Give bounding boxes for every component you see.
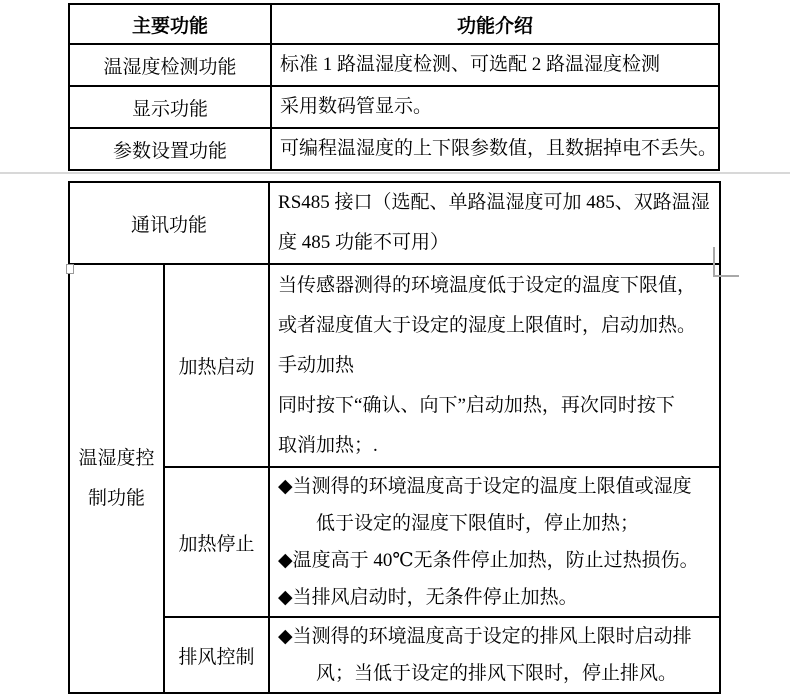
desc-line: 可编程温湿度的上下限参数值，且数据掉电不丢失。 bbox=[280, 138, 718, 159]
desc-line: 风；当低于设定的排风下限时，停止排风。 bbox=[316, 663, 678, 684]
desc-line: 采用数码管显示。 bbox=[280, 96, 433, 117]
table-row bbox=[69, 467, 720, 617]
row-desc-detection bbox=[271, 44, 719, 86]
table-separator-line bbox=[0, 172, 790, 174]
row-label-parameter: 参数设置功能 bbox=[69, 128, 271, 170]
row-desc-parameter bbox=[271, 128, 719, 170]
row-desc-communication bbox=[269, 182, 720, 264]
table-row bbox=[69, 617, 720, 693]
header-function-intro: 功能介绍 bbox=[271, 4, 719, 44]
desc-line: ◆当测得的环境温度高于设定的温度上限值或湿度 bbox=[278, 476, 692, 497]
row-label-communication: 通讯功能 bbox=[69, 182, 269, 264]
desc-line: 度 485 功能不可用） bbox=[278, 232, 450, 253]
desc-line: 手动加热 bbox=[278, 354, 355, 376]
corner-mark-horizontal-artifact bbox=[713, 275, 739, 277]
header-main-function: 主要功能 bbox=[69, 4, 271, 44]
desc-line: 标准 1 路温湿度检测、可选配 2 路温湿度检测 bbox=[280, 54, 661, 75]
desc-line: 当传感器测得的环境温度低于设定的温度下限值， bbox=[278, 274, 697, 296]
row-desc-display bbox=[271, 86, 719, 128]
desc-line: ◆温度高于 40℃无条件停止加热，防止过热损伤。 bbox=[278, 550, 699, 571]
corner-mark-vertical-artifact bbox=[713, 247, 715, 277]
control-functions-table bbox=[68, 181, 721, 694]
table-row bbox=[69, 86, 719, 128]
table-handle-artifact bbox=[66, 264, 74, 274]
table-row bbox=[69, 44, 719, 86]
row-label-heating-start: 加热启动 bbox=[164, 264, 269, 467]
row-label-detection: 温湿度检测功能 bbox=[69, 44, 271, 86]
row-label-exhaust-control: 排风控制 bbox=[164, 617, 269, 693]
desc-line: 低于设定的湿度下限值时，停止加热； bbox=[316, 513, 640, 534]
row-desc-heating-stop bbox=[269, 467, 720, 617]
desc-line: 取消加热；. bbox=[278, 434, 378, 456]
table-row bbox=[69, 128, 719, 170]
table-row bbox=[69, 264, 720, 467]
row-desc-exhaust-control bbox=[269, 617, 720, 693]
group-label-temp-humidity-control bbox=[69, 264, 164, 693]
desc-line: RS485 接口（选配、单路温湿度可加 485、双路温湿 bbox=[278, 192, 710, 213]
row-label-display: 显示功能 bbox=[69, 86, 271, 128]
group-label-line: 制功能 bbox=[87, 487, 145, 509]
desc-line: ◆当排风启动时，无条件停止加热。 bbox=[278, 587, 578, 608]
desc-line: ◆当测得的环境温度高于设定的排风上限时启动排 bbox=[278, 626, 692, 647]
table-row bbox=[69, 182, 720, 264]
row-desc-heating-start bbox=[269, 264, 720, 467]
group-label-line: 温湿度控 bbox=[78, 447, 155, 469]
table-header-row bbox=[69, 4, 719, 44]
desc-line: 或者湿度值大于设定的湿度上限值时，启动加热。 bbox=[278, 314, 697, 336]
main-functions-table bbox=[68, 3, 720, 171]
desc-line: 同时按下“确认、向下”启动加热，再次同时按下 bbox=[278, 394, 675, 416]
row-label-heating-stop: 加热停止 bbox=[164, 467, 269, 617]
